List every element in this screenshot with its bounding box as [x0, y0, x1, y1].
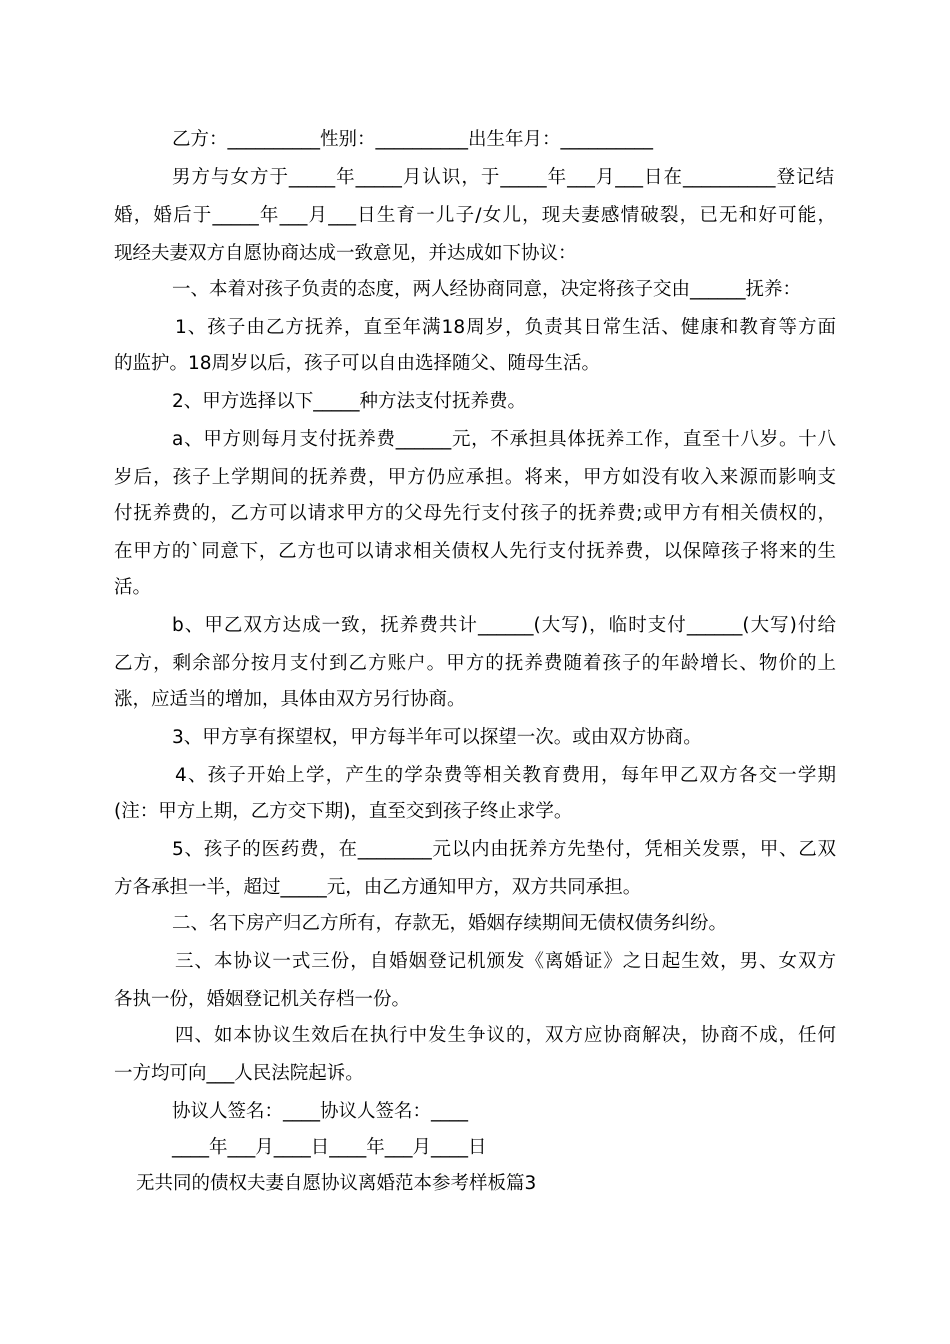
paragraph-line: 5、孩子的医药费，在________元以内由抚养方先垫付，凭相关发票，甲、乙双	[172, 839, 836, 860]
paragraph-line: 婚，婚后于_____年___月___日生育一儿子/女儿，现夫妻感情破裂，已无和好可能，	[114, 205, 836, 226]
clause-heading: 四、如本协议生效后在执行中发生争议的，双方应协商解决，协商不成，任何	[175, 1025, 836, 1046]
paragraph-line: 3、甲方享有探望权，甲方每半年可以探望一次。或由双方协商。	[172, 727, 702, 748]
clause-heading: 二、名下房产归乙方所有，存款无，婚姻存续期间无债权债务纠纷。	[172, 913, 728, 934]
party-b-fields: 乙方：__________性别：__________出生年月：__________	[172, 129, 654, 150]
paragraph-line: 岁后，孩子上学期间的抚养费，甲方仍应承担。将来，甲方如没有收入来源而影响支	[114, 467, 836, 488]
paragraph-line: 涨，应适当的增加，具体由双方另行协商。	[114, 689, 466, 710]
paragraph-line: (注：甲方上期，乙方交下期)，直至交到孩子终止求学。	[114, 801, 573, 822]
paragraph-line: 一方均可向___人民法院起诉。	[114, 1063, 364, 1084]
paragraph-line: 1、孩子由乙方抚养，直至年满18周岁，负责其日常生活、健康和教育等方面	[175, 317, 836, 338]
section-title: 无共同的债权夫妻自愿协议离婚范本参考样板篇3	[136, 1173, 537, 1194]
clause-heading: 三、本协议一式三份，自婚姻登记机颁发《离婚证》之日起生效，男、女双方	[175, 951, 836, 972]
paragraph-line: 现经夫妻双方自愿协商达成一致意见，并达成如下协议：	[114, 243, 577, 264]
paragraph-line: 付抚养费的，乙方可以请求甲方的父母先行支付孩子的抚养费;或甲方有相关债权的，	[114, 503, 836, 524]
paragraph-line: 的监护。18周岁以后，孩子可以自由选择随父、随母生活。	[114, 353, 601, 374]
paragraph-line: 在甲方的`同意下，乙方也可以请求相关债权人先行支付抚养费，以保障孩子将来的生	[114, 541, 836, 562]
date-line: ____年___月____日____年___月____日	[172, 1137, 487, 1158]
signature-line: 协议人签名：____协议人签名：____	[172, 1101, 469, 1122]
paragraph-line: 2、甲方选择以下_____种方法支付抚养费。	[172, 391, 527, 412]
clause-heading: 一、本着对孩子负责的态度，两人经协商同意，决定将孩子交由______抚养：	[172, 279, 802, 300]
paragraph-line: a、甲方则每月支付抚养费______元，不承担具体抚养工作，直至十八岁。十八	[172, 429, 836, 450]
paragraph-line: b、甲乙双方达成一致，抚养费共计______(大写)，临时支付______(大写)付给	[172, 615, 836, 636]
paragraph-line: 4、孩子开始上学，产生的学杂费等相关教育费用，每年甲乙双方各交一学期	[175, 765, 836, 786]
paragraph-line: 各执一份，婚姻登记机关存档一份。	[114, 989, 411, 1010]
paragraph-line: 活。	[114, 577, 152, 598]
paragraph-line: 男方与女方于_____年_____月认识，于_____年___月___日在__________登记结	[172, 167, 834, 188]
paragraph-line: 方各承担一半，超过_____元，由乙方通知甲方，双方共同承担。	[114, 877, 642, 898]
paragraph-line: 乙方，剩余部分按月支付到乙方账户。甲方的抚养费随着孩子的年龄增长、物价的上	[114, 653, 836, 674]
